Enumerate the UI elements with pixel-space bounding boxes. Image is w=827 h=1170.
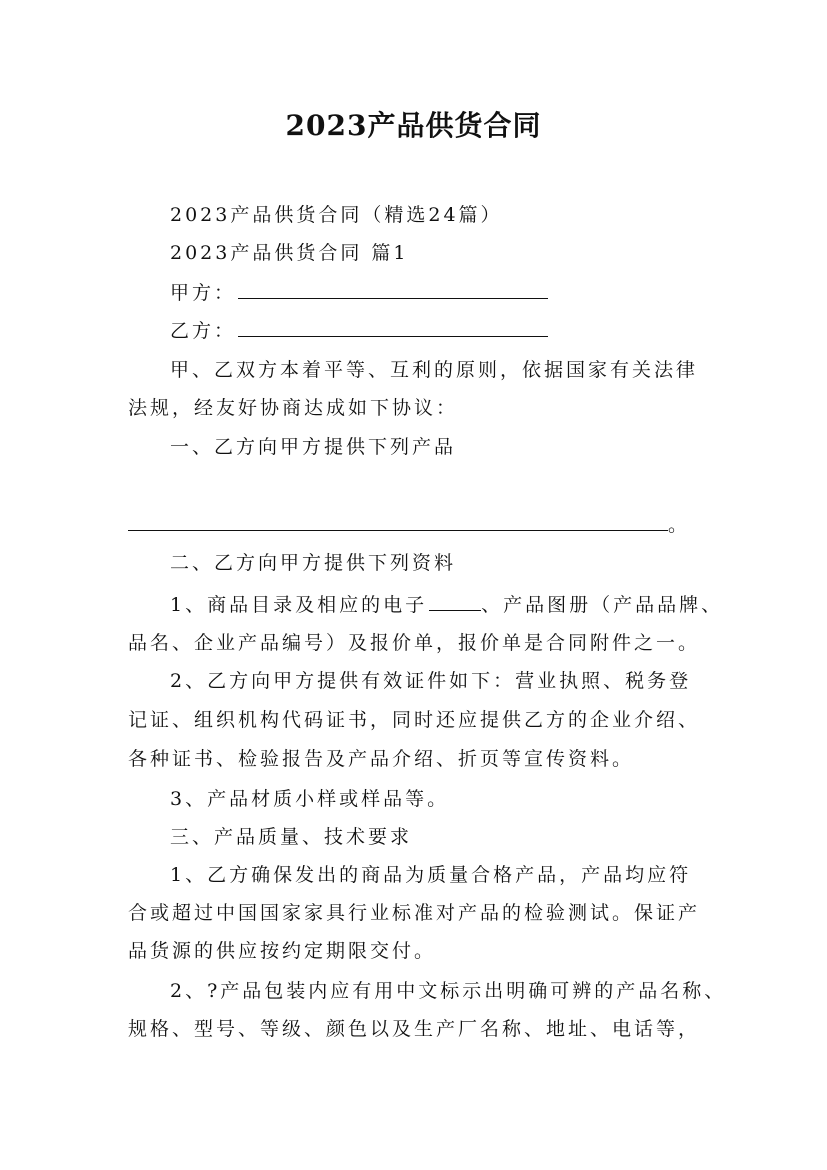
paragraph-line: 各种证书、检验报告及产品介绍、折页等宣传资料。 xyxy=(128,748,635,770)
paragraph-line: 合或超过中国国家家具行业标准对产品的检验测试。保证产 xyxy=(128,902,701,924)
item-text: 、产品图册（产品品牌、 xyxy=(481,594,724,616)
paragraph-line: 2、?产品包装内应有用中文标示出明确可辨的产品名称、 xyxy=(170,980,727,1002)
party-a-label: 甲方： xyxy=(170,282,237,304)
paragraph-line: 规格、型号、等级、颜色以及生产厂名称、地址、电话等， xyxy=(128,1018,701,1040)
paragraph-line: 品名、企业产品编号）及报价单，报价单是合同附件之一。 xyxy=(128,632,701,654)
paragraph-line: 1、乙方确保发出的商品为质量合格产品，产品均应符 xyxy=(170,864,692,886)
document-title: 2023产品供货合同 xyxy=(285,109,542,142)
paragraph-line: 记证、组织机构代码证书，同时还应提供乙方的企业介绍、 xyxy=(128,709,701,731)
paragraph-line: 品货源的供应按约定期限交付。 xyxy=(128,940,437,962)
product-blank xyxy=(128,512,668,531)
subtitle-line: 2023产品供货合同（精选24篇） xyxy=(170,204,503,226)
period-mark: 。 xyxy=(668,514,691,536)
clause-heading: 一、乙方向甲方提供下列产品 xyxy=(170,436,457,458)
party-b-label: 乙方： xyxy=(170,320,237,342)
party-a-blank xyxy=(238,280,548,299)
paragraph-line: 甲、乙双方本着平等、互利的原则，依据国家有关法律 xyxy=(170,359,699,381)
item-text: 1、商品目录及相应的电子 xyxy=(170,594,428,616)
electronic-blank xyxy=(429,592,481,611)
party-b-blank xyxy=(238,318,548,337)
clause-heading: 三、产品质量、技术要求 xyxy=(170,826,413,848)
product-blank-line xyxy=(128,510,718,537)
party-b-line xyxy=(170,316,760,343)
paragraph-line: 3、产品材质小样或样品等。 xyxy=(170,788,450,810)
section-heading: 2023产品供货合同 篇1 xyxy=(170,242,409,264)
paragraph-line: 2、乙方向甲方提供有效证件如下：营业执照、税务登 xyxy=(170,670,692,692)
party-a-line xyxy=(170,278,760,305)
paragraph-line xyxy=(170,590,760,617)
clause-heading: 二、乙方向甲方提供下列资料 xyxy=(170,552,457,574)
paragraph-line: 法规，经友好协商达成如下协议： xyxy=(128,397,459,419)
